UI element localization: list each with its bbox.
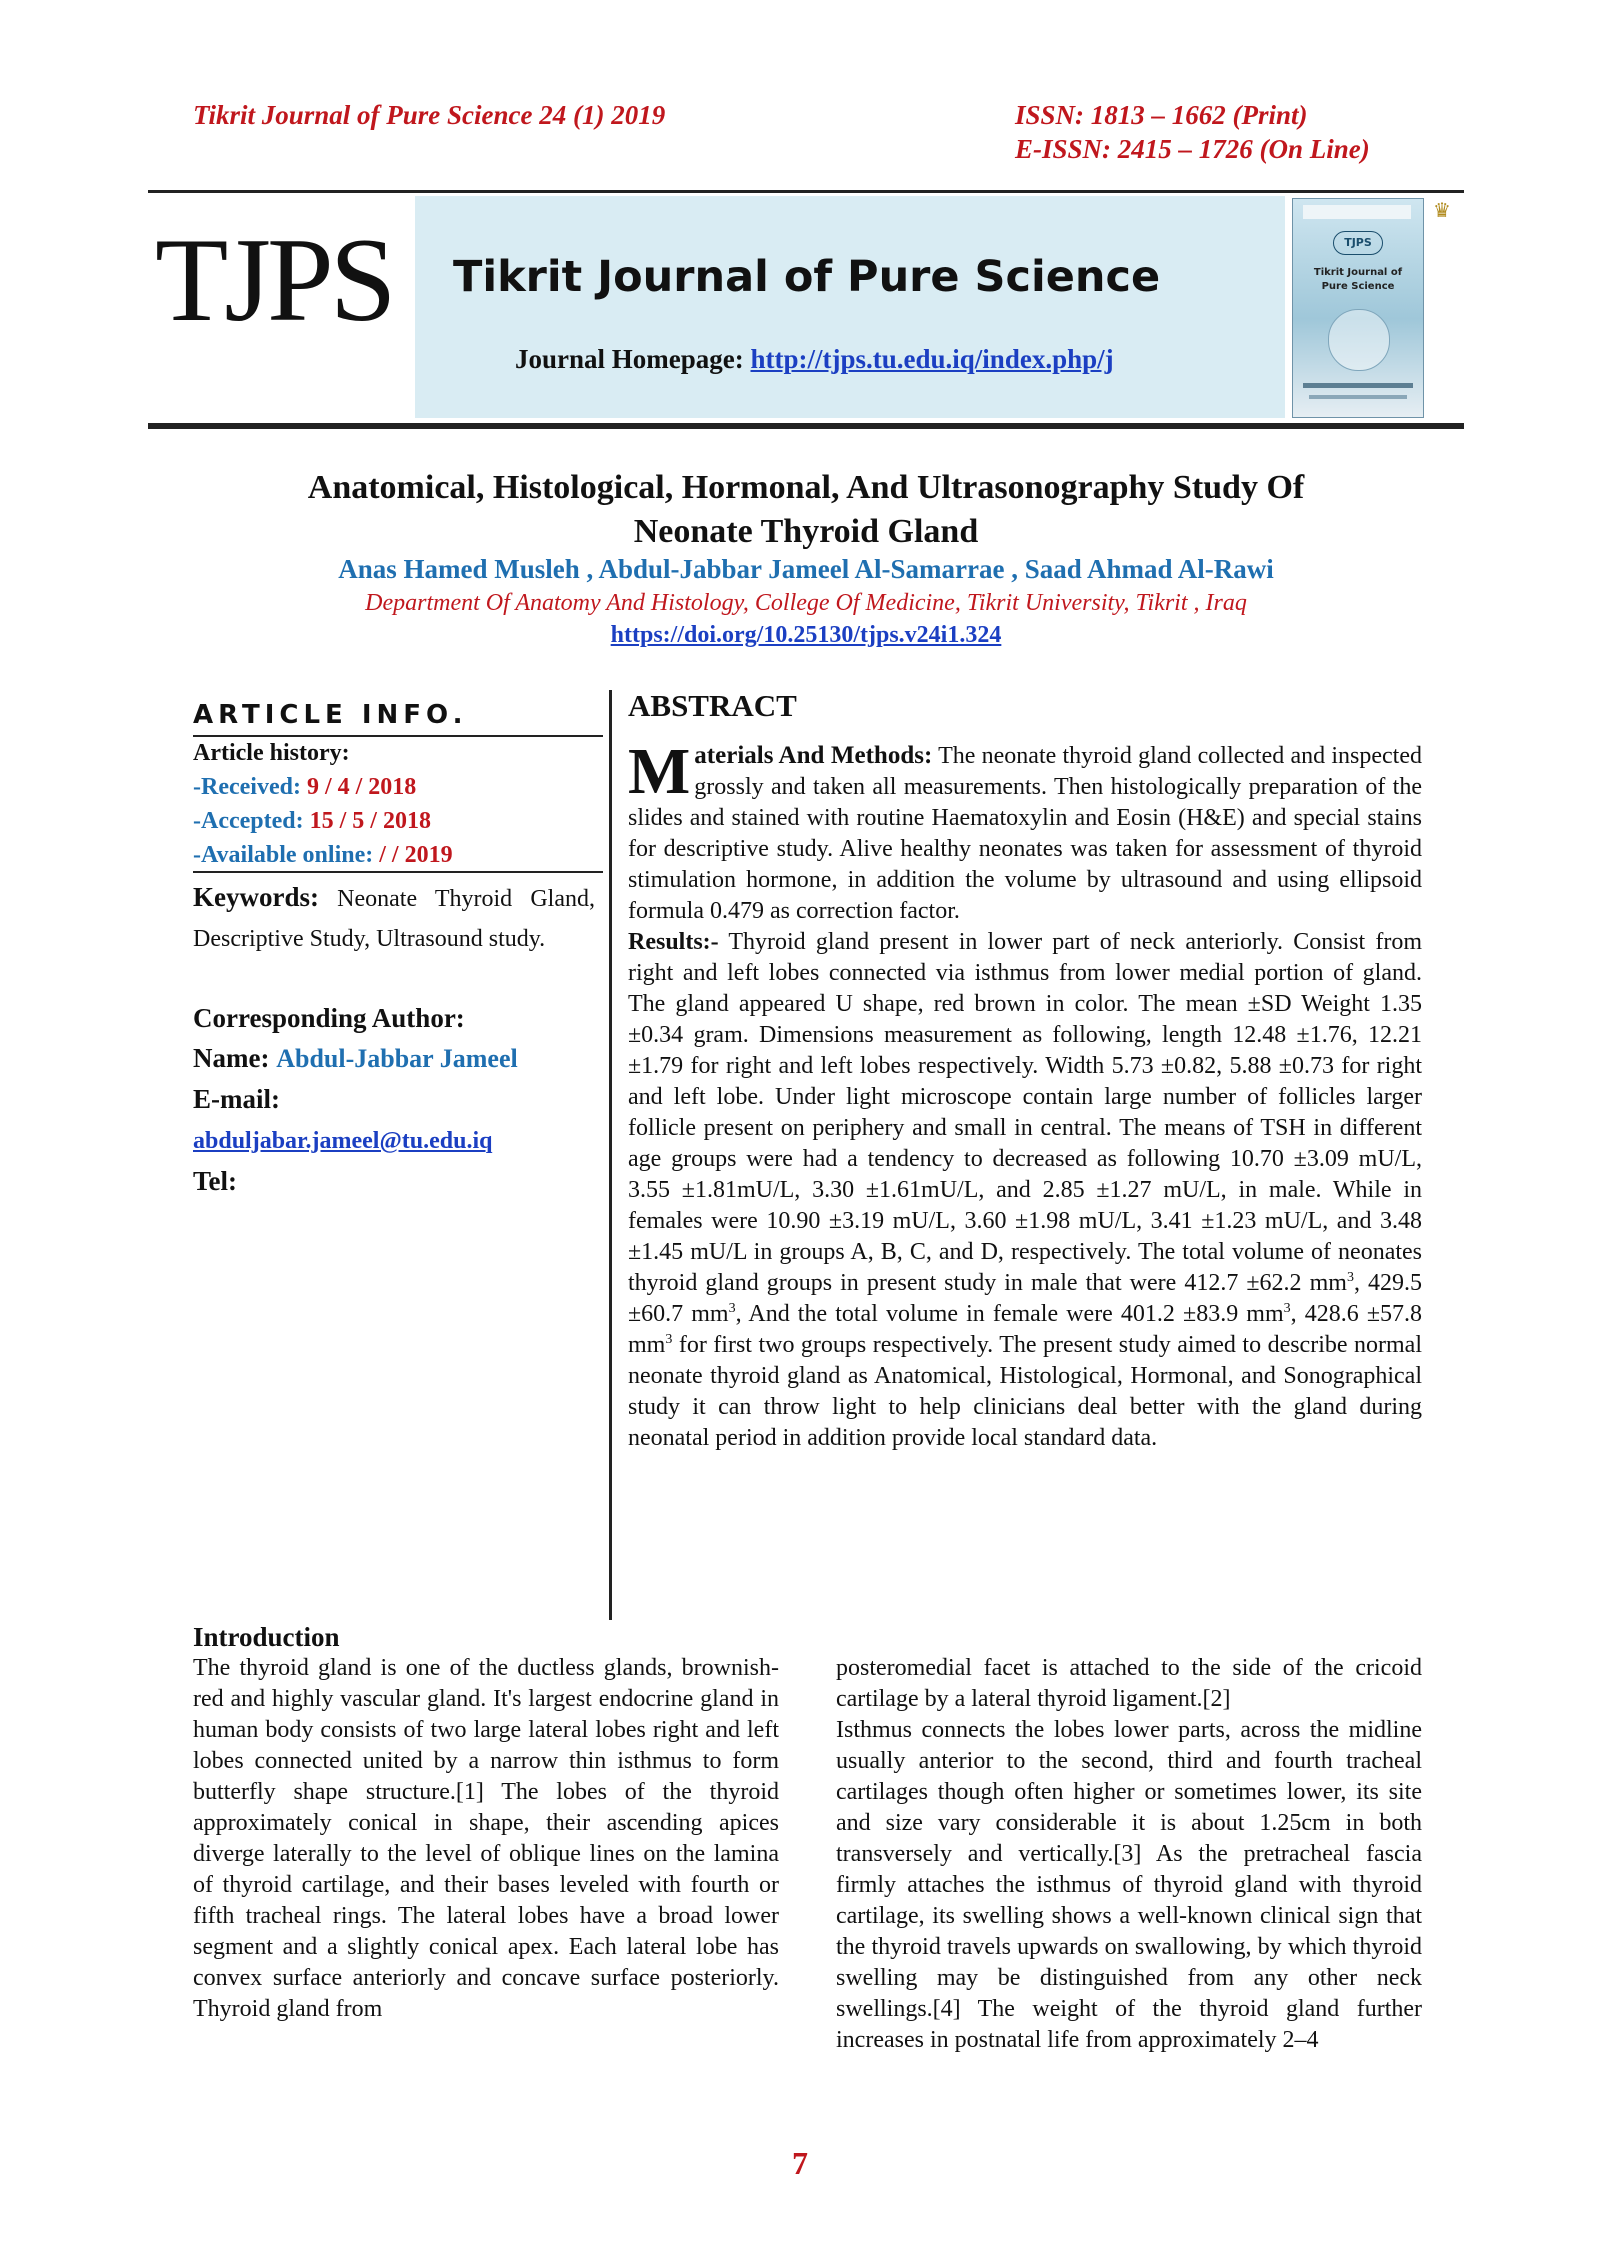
- available-date: / / 2019: [379, 842, 453, 868]
- received-label: -Received:: [193, 774, 301, 800]
- superscript: 3: [1283, 1301, 1291, 1316]
- article-history: [193, 736, 603, 872]
- author-name: Abdul-Jabbar Jameel: [276, 1044, 518, 1073]
- author-affiliation: Department Of Anatomy And Histology, College Of Medicine, Tikrit University, Tikrit , Iraq: [365, 590, 1247, 616]
- available-row: [193, 838, 603, 872]
- article-title-line1: Anatomical, Histological, Hormonal, And Ultrasonography Study Of: [307, 469, 1305, 506]
- methods-label: aterials And Methods:: [694, 742, 933, 769]
- issn-online: E-ISSN: 2415 – 1726 (On Line): [1015, 134, 1370, 164]
- results-text-4: , 428.6 ±57.8 mm: [628, 1301, 1423, 1358]
- results-text-5: for first two groups respectively. The present study aimed to describe normal neonate thyroid gland as Anatomical, Histological, Hormonal, and Sonographical study it can throw light to help clinicians deal better with the gland during neonatal period in addition provide local standard data.: [628, 1332, 1422, 1451]
- doi: [148, 622, 1464, 649]
- cover-footer-line: [1303, 383, 1413, 388]
- received-row: [193, 770, 603, 804]
- intro-paragraph: posteromedial facet is attached to the side of the cricoid cartilage by a lateral thyroid ligament.[2]: [836, 1655, 1422, 1712]
- intro-paragraph: Isthmus connects the lobes lower parts, across the midline usually anterior to the second, third and fourth tracheal cartilages though often higher or sometimes lower, its site and size vary considerable it is about 1.25cm in both transversely and vertically.[3] As the pretracheal fascia firmly attaches the isthmus of thyroid gland with thyroid cartilage, its swelling shows a well-known clinical sign that the thyroid travels upwards on swallowing, by which thyroid swelling may be distinguished from any other neck swellings.[4] The weight of the thyroid gland further increases in postnatal life from approximately 2–4: [836, 1717, 1422, 2053]
- email-label: E-mail:: [193, 1084, 280, 1114]
- tel-label: Tel:: [193, 1166, 238, 1196]
- introduction-col2: [836, 1653, 1422, 2056]
- cover-emblem-icon: [1328, 309, 1390, 371]
- history-rule: [193, 871, 603, 873]
- cover-footer-line: [1309, 395, 1407, 399]
- author-list: Anas Hamed Musleh , Abdul-Jabbar Jameel Al-Samarrae , Saad Ahmad Al-Rawi: [338, 554, 1274, 584]
- journal-issue: Tikrit Journal of Pure Science 24 (1) 2019: [193, 100, 666, 130]
- journal-homepage: [515, 344, 1114, 375]
- keywords-value: Neonate Thyroid Gland, Descriptive Study, Ultrasound study.: [193, 886, 595, 952]
- abstract-heading: ABSTRACT: [628, 688, 797, 723]
- abstract-dropcap: M: [628, 735, 691, 808]
- article-info-heading: ARTICLE INFO.: [193, 700, 468, 730]
- results-label: Results:-: [628, 929, 719, 955]
- header-rule: [148, 190, 1464, 193]
- homepage-label: Journal Homepage:: [515, 344, 744, 374]
- cover-badge: TJPS: [1333, 231, 1383, 255]
- received-date: 9 / 4 / 2018: [306, 774, 417, 800]
- issn-print: ISSN: 1813 – 1662 (Print): [1015, 100, 1308, 130]
- superscript: 3: [1346, 1270, 1354, 1285]
- email-link[interactable]: abduljabar.jameel@tu.edu.iq: [193, 1128, 493, 1154]
- results-text-3: , And the total volume in female were 401.2 ±83.9 mm: [735, 1301, 1284, 1327]
- corresponding-label: Corresponding Author:: [193, 1003, 465, 1033]
- accepted-row: [193, 804, 603, 838]
- cover-header-strip: [1303, 205, 1411, 219]
- journal-banner: [415, 196, 1285, 418]
- article-title-line2: Neonate Thyroid Gland: [633, 513, 979, 550]
- abstract-body: [628, 735, 1423, 1454]
- superscript: 3: [665, 1332, 673, 1347]
- superscript: 3: [728, 1301, 736, 1316]
- corresponding-author: [193, 998, 603, 1201]
- accepted-date: 15 / 5 / 2018: [309, 808, 431, 834]
- name-label: Name:: [193, 1043, 270, 1073]
- available-label: -Available online:: [193, 842, 374, 868]
- results-text-2: , 429.5 ±60.7 mm: [628, 1270, 1422, 1327]
- banner-rule: [148, 423, 1464, 429]
- introduction-col1: The thyroid gland is one of the ductless glands, brownish-red and highly vascular gland. It's largest endocrine gland in human body consists of two large lateral lobes right and left lobes connected united by a narrow thin isthmus to form butterfly shape structure.[1] The lobes of the thyroid approximately conical in shape, their ascending apices diverge laterally to the level of oblique lines on the lamina of thyroid cartilage, and their bases leveled with fourth or fifth tracheal rings. The lateral lobes have a broad lower segment and a slightly conical apex. Each lateral lobe has convex surface anteriorly and concave surface posteriorly. Thyroid gland from: [193, 1655, 779, 2022]
- keywords-label: Keywords:: [193, 882, 319, 912]
- journal-name: Tikrit Journal of Pure Science: [453, 252, 1161, 302]
- doi-link[interactable]: https://doi.org/10.25130/tjps.v24i1.324: [610, 622, 1002, 648]
- tjps-logo: TJPS: [155, 213, 393, 346]
- accepted-label: -Accepted:: [193, 808, 304, 834]
- column-divider: [609, 690, 612, 1620]
- keywords: [193, 877, 595, 959]
- methods-text: The neonate thyroid gland collected and inspected grossly and taken all measurements. Then histologically preparation of the slides and stained with routine Haematoxylin and Eosin (H&E) and special stains for descriptive study. Alive healthy neonates was taken for assessment of thyroid stimulation hormone, in addition the volume by ultrasound and using ellipsoid formula 0.479 as correction factor.: [628, 743, 1422, 924]
- cover-title-line2: Pure Science: [1321, 281, 1395, 292]
- results-text-1: Thyroid gland present in lower part of neck anteriorly. Consist from right and left lobes connected via isthmus from lower medial portion of gland. The gland appeared U shape, red brown in color. The mean ±SD Weight 1.35 ±0.34 gram. Dimensions measurement as following, length 12.48 ±1.76, 12.21 ±1.79 for right and left lobes respectively. Width 5.73 ±0.82, 5.88 ±0.73 for right and left lobe. Under light microscope contain large number of follicles larger follicle present on periphery and small in central. The means of TSH in different age groups were had a tendency to decreased as following 10.70 ±3.09 mU/L, 3.55 ±1.81mU/L, 3.30 ±1.61mU/L, and 2.85 ±1.27 mU/L, in male. While in females were 10.90 ±3.19 mU/L, 3.60 ±1.98 mU/L, 3.41 ±1.23 mU/L, and 3.48 ±1.45 mU/L in groups A, B, C, and D, respectively. The total volume of neonates thyroid gland groups in present study in male that were 412.7 ±62.2 mm: [628, 929, 1422, 1296]
- journal-cover-image: [1292, 198, 1424, 418]
- homepage-link[interactable]: http://tjps.tu.edu.iq/index.php/j: [750, 344, 1114, 374]
- cover-title-line1: Tikrit Journal of: [1313, 267, 1403, 278]
- page-number: 7: [792, 2145, 808, 2181]
- university-crest-icon: ♛: [1433, 200, 1451, 222]
- history-label: Article history:: [193, 740, 350, 766]
- introduction-heading: Introduction: [193, 1622, 340, 1652]
